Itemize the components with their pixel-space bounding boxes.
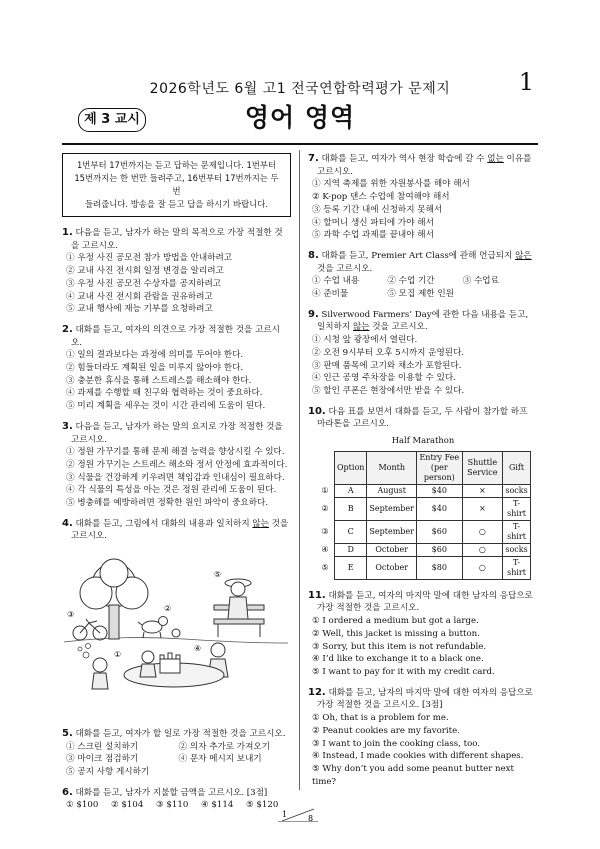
option[interactable]: ② K-pop 댄스 수업에 참여해야 해서 [312, 192, 450, 203]
marathon-table [316, 451, 531, 580]
listening-notice [62, 153, 291, 217]
question-stem: 대화를 듣고, Premier Art Class에 관해 언급되지 [321, 250, 516, 261]
table-cell: October [367, 556, 417, 579]
option[interactable]: ③ 마이크 점검하기 [66, 754, 139, 765]
session-badge: 제 3 교시 [78, 108, 146, 132]
question-number: 12. [308, 686, 326, 698]
option[interactable]: ⑤ I want to pay for it with my credit card. [312, 666, 495, 677]
question-3 [62, 421, 291, 510]
question-1 [62, 227, 291, 316]
option[interactable]: ① Oh, that is a problem for me. [312, 713, 449, 724]
question-4 [62, 518, 291, 704]
table-cell: ④ [321, 544, 329, 554]
question-number: 9. [308, 308, 319, 320]
option[interactable]: ① 수업 내용 [312, 276, 360, 287]
picture-label: ④ [194, 644, 202, 654]
table-header: Month [367, 451, 417, 484]
option[interactable]: ④ 교내 사진 전시회 관람을 권유하려고 [66, 291, 213, 302]
option[interactable]: ③ Sorry, but this item is not refundable. [312, 641, 487, 652]
option[interactable]: ② 의자 추가로 가져오기 [178, 741, 271, 752]
option[interactable]: ④ 준비물 [312, 289, 349, 300]
question-number: 3. [62, 420, 73, 432]
question-stem: 다음 표를 보면서 대화를 듣고, 두 사람이 참가할 하프 마라톤을 고르시오. [317, 406, 528, 430]
table-cell: September [367, 520, 417, 543]
question-stem: 것을 고르시오. [317, 263, 373, 274]
table-cell: $60 [416, 520, 462, 543]
table-row[interactable] [316, 520, 531, 543]
table-cell: A [335, 484, 367, 497]
question-stem: 다음을 듣고, 남자가 하는 말의 목적으로 가장 적절한 것을 고르시오. [71, 228, 283, 251]
option[interactable]: ③ 등록 기간 내에 신청하지 못해서 [312, 204, 443, 215]
option[interactable]: ① $100 [66, 800, 99, 811]
subject-title: 영어 영역 [244, 103, 356, 132]
table-cell: September [367, 497, 417, 520]
table-cell: T-shirt [503, 520, 531, 543]
right-column [308, 153, 538, 796]
table-cell: × [462, 484, 502, 497]
question-stem: Silverwood Farmers’ Day에 관한 다음 내용을 듣고, 일치하지 [317, 309, 529, 333]
exam-title: 2026학년도 6월 고1 전국연합학력평가 문제지 [149, 81, 451, 97]
option[interactable]: ③ $110 [156, 800, 189, 811]
option[interactable]: ③ I want to join the cooking class, too. [312, 738, 481, 749]
table-cell: August [367, 484, 417, 497]
option[interactable]: ④ 인근 공영 주차장을 이용할 수 있다. [312, 373, 456, 384]
question-stem: 대화를 듣고, 그림에서 대화의 내용과 일치하지 [75, 518, 253, 529]
option[interactable]: ⑤ 병충해를 예방하려면 정확한 원인 파악이 중요하다. [66, 498, 269, 509]
ball-icon [172, 629, 180, 637]
picture-label: ⑤ [214, 570, 222, 580]
table-cell: October [367, 543, 417, 556]
table-cell: C [335, 520, 367, 543]
sand-castle-icon [124, 651, 224, 687]
table-header: Gift [503, 451, 531, 484]
option[interactable]: ① 일의 결과보다는 과정에 의미를 두어야 한다. [66, 350, 244, 361]
picture-label: ① [114, 650, 122, 660]
option[interactable]: ⑤ Why don’t you add some peanut butter next time? [312, 763, 514, 787]
table-cell: $60 [416, 543, 462, 556]
option[interactable]: ③ 식물을 건강하게 키우려면 책임감과 인내심이 필요하다. [66, 472, 285, 483]
table-cell: × [462, 497, 502, 520]
question-number: 4. [62, 517, 73, 529]
table-cell: B [335, 497, 367, 520]
table-cell: ○ [462, 543, 502, 556]
option[interactable]: ② 정원 가꾸기는 스트레스 해소와 정서 안정에 효과적이다. [66, 459, 288, 470]
table-title: Half Marathon [391, 435, 455, 446]
table-row[interactable] [316, 484, 531, 497]
table-cell: ⑤ [321, 562, 329, 572]
question-8 [308, 250, 538, 301]
picture-label: ③ [67, 610, 75, 620]
question-stem: 것을 고르시오. [71, 518, 289, 542]
question-stem: 이유를 고르시오. [317, 154, 532, 177]
table-cell: socks [503, 484, 531, 497]
question-stem: 대화를 듣고, 남자가 지불할 금액을 고르시오. [3점] [75, 787, 268, 798]
option[interactable]: ① I ordered a medium but got a large. [312, 616, 479, 627]
table-row[interactable] [316, 497, 531, 520]
option[interactable]: ② Peanut cookies are my favorite. [312, 725, 460, 736]
table-cell: ② [321, 503, 329, 513]
table-cell: T-shirt [503, 497, 531, 520]
option[interactable]: ⑤ 할인 쿠폰은 현장에서만 받을 수 있다. [312, 385, 465, 396]
table-header: Option [335, 451, 367, 484]
option[interactable]: ④ $114 [201, 800, 234, 811]
page-number: 1 [518, 68, 534, 96]
question-stem-underline: 않는 [352, 322, 370, 333]
option[interactable]: ⑤ 미리 계획을 세우는 것이 시간 관리에 도움이 된다. [66, 401, 266, 412]
notice-line: 들려줍니다. 방송을 잘 듣고 답을 하시기 바랍니다. [84, 199, 269, 209]
option[interactable]: ② 교내 사진 전시회 일정 변경을 알리려고 [66, 266, 224, 277]
table-cell: $40 [416, 497, 462, 520]
option[interactable]: ① 정원 가꾸기를 통해 문제 해결 능력을 향상시킬 수 있다. [66, 447, 285, 458]
option[interactable]: ④ 각 식물의 특성을 아는 것은 정원 관리에 도움이 된다. [66, 485, 277, 496]
table-cell: $80 [416, 556, 462, 579]
option[interactable]: ① 시청 앞 광장에서 열린다. [312, 335, 418, 346]
question-number: 11. [308, 589, 326, 601]
question-stem: 대화를 듣고, 여자가 할 일로 가장 적절한 것을 고르시오. [75, 728, 286, 739]
page-indicator [278, 808, 318, 822]
option[interactable]: ⑤ 과학 수업 과제를 끝내야 해서 [312, 230, 434, 241]
table-cell: E [335, 556, 367, 579]
question-stem: 다음을 듣고, 남자가 하는 말의 요지로 가장 적절한 것을 고르시오. [71, 421, 283, 445]
option[interactable]: ④ 문자 메시지 보내기 [178, 754, 262, 765]
question-number: 1. [62, 227, 73, 238]
option[interactable]: ③ 우정 사진 공모전 수상자를 공지하려고 [66, 278, 222, 289]
table-cell: ① [321, 485, 329, 495]
question-7 [308, 153, 538, 242]
question-number: 8. [308, 249, 319, 261]
notice-line: 15번까지는 한 번만 들려주고, 16번부터 17번까지는 두 번 [74, 173, 279, 196]
question-number: 10. [308, 405, 326, 417]
table-header: Shuttle Service [462, 451, 502, 484]
question-2 [62, 324, 291, 413]
question-number: 2. [62, 323, 73, 335]
option[interactable]: ④ 할머니 생신 파티에 가야 해서 [312, 217, 434, 228]
question-stem: 대화를 듣고, 남자의 마지막 말에 대한 여자의 응답으로 가장 적절한 것을 고르시오. [3점] [317, 687, 533, 711]
question-11 [308, 590, 538, 679]
option[interactable]: ② 힘들더라도 계획된 일을 미루지 않아야 한다. [66, 363, 244, 374]
notice-line: 1번부터 17번까지는 듣고 답하는 문제입니다. 1번부터 [76, 160, 277, 170]
column-divider [299, 150, 300, 790]
table-cell: ○ [462, 520, 502, 543]
option[interactable]: ① 우정 사진 공모전 참가 방법을 안내하려고 [66, 253, 233, 264]
park-illustration [64, 547, 288, 693]
table-cell: ③ [321, 526, 329, 536]
table-header: Entry Fee (per person) [416, 451, 462, 484]
tree-icon [80, 559, 148, 639]
option[interactable]: ⑤ $120 [246, 800, 279, 811]
page-total: 8 [308, 814, 314, 822]
option[interactable]: ② $104 [111, 800, 144, 811]
table-cell: D [335, 543, 367, 556]
header-rule [62, 143, 538, 145]
question-5 [62, 728, 291, 779]
option[interactable]: ④ 과제를 수행할 때 친구와 협력하는 것이 중요하다. [66, 388, 263, 399]
table-cell: ○ [462, 556, 502, 579]
boy-blowing-bubbles-icon [78, 644, 108, 690]
question-number: 7. [308, 153, 319, 164]
option[interactable]: ③ 수업료 [462, 276, 499, 287]
table-row[interactable] [316, 556, 531, 579]
option[interactable]: ③ 판매 품목에 고기와 채소가 포함된다. [312, 360, 462, 371]
bicycle-icon [73, 619, 107, 640]
dog-icon [138, 617, 168, 639]
question-number: 6. [62, 786, 73, 798]
question-stem-underline: 않는 [252, 518, 269, 529]
option[interactable]: ① 지역 축제를 위한 자원봉사를 해야 해서 [312, 179, 470, 190]
option[interactable]: ① 스크린 설치하기 [66, 741, 139, 752]
option[interactable]: ② 수업 기간 [387, 276, 435, 287]
question-stem: 대화를 듣고, 여자의 의견으로 가장 적절한 것을 고르시오. [71, 324, 280, 348]
question-stem: 대화를 듣고, 여자의 마지막 말에 대한 남자의 응답으로 가장 적절한 것을 고르시오. [317, 590, 533, 614]
question-10 [308, 406, 538, 580]
question-12 [308, 687, 538, 789]
question-stem: 대화를 듣고, 여자가 역사 현장 학습에 갈 수 [321, 154, 488, 164]
option[interactable]: ④ Instead, I made cookies with different shapes. [312, 751, 524, 762]
page-current: 1 [282, 810, 288, 819]
option[interactable]: ⑤ 공지 사항 게시하기 [66, 766, 150, 777]
table-cell: T-shirt [503, 556, 531, 579]
table-cell: $40 [416, 484, 462, 497]
question-number: 5. [62, 727, 73, 739]
option[interactable]: ⑤ 교내 행사에 재능 기부를 요청하려고 [66, 304, 213, 315]
table-cell: socks [503, 543, 531, 556]
option[interactable]: ③ 충분한 휴식을 통해 스트레스를 해소해야 한다. [66, 375, 252, 386]
option[interactable]: ⑤ 모집 제한 인원 [387, 289, 454, 300]
question-stem-underline: 않은 [515, 250, 532, 261]
option[interactable]: ② 오전 9시부터 오후 5시까지 운영된다. [312, 347, 465, 358]
woman-with-hat-icon [225, 579, 251, 619]
picture-label: ② [164, 604, 172, 614]
question-stem-underline: 없는 [487, 154, 504, 164]
table-row[interactable] [316, 543, 531, 556]
left-column [62, 153, 291, 820]
question-9 [308, 309, 538, 398]
question-stem: 것을 고르시오. [369, 322, 428, 333]
question-6 [62, 787, 291, 812]
option[interactable]: ② Well, this jacket is missing a button. [312, 628, 480, 639]
option[interactable]: ④ I’d like to exchange it to a black one. [312, 654, 484, 665]
